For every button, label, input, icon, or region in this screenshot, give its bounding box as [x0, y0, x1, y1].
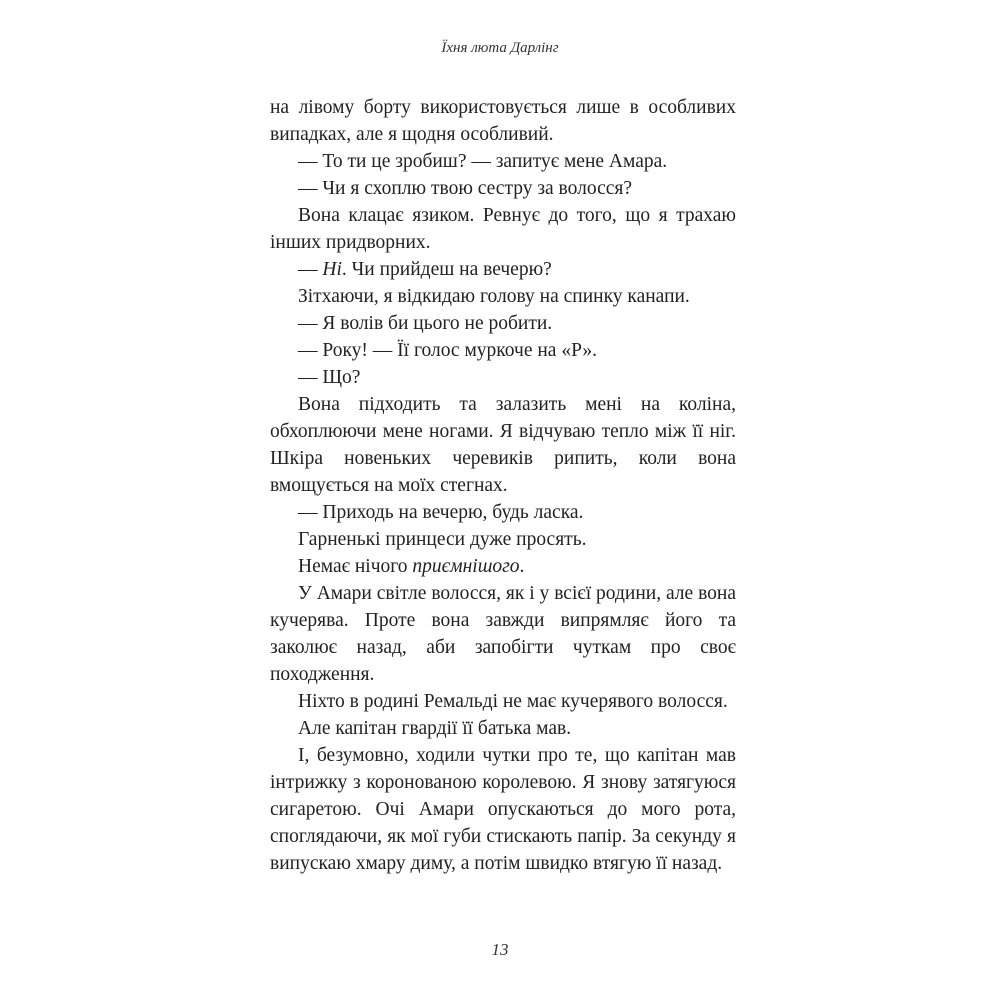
paragraph: [270, 553, 736, 580]
paragraph: на лівому борту використовується лише в особливих випадках, але я щодня особливий.: [270, 97, 736, 145]
paragraph: Вона клацає язиком. Ревнує до того, що я трахаю інших придворних.: [270, 205, 736, 253]
emphasis-text: приємнішого: [412, 556, 520, 577]
running-head: Їхня люта Дарлінг: [441, 40, 559, 56]
paragraph: У Амари світле волосся, як і у всієї родини, але вона кучерява. Проте вона завжди випрямляє його та заколює назад, аби запобігти чуткам про своє походження.: [270, 583, 736, 685]
body-text: [270, 94, 736, 877]
text-run: .: [519, 556, 525, 577]
page-number: 13: [491, 940, 509, 959]
paragraph: Зітхаючи, я відкидаю голову на спинку канапи.: [298, 286, 690, 307]
paragraph: — Що?: [298, 367, 361, 388]
text-run: . Чи прийдеш на вечерю?: [341, 259, 552, 280]
paragraph: — Я волів би цього не робити.: [298, 313, 553, 334]
paragraph: — Року! — Її голос муркоче на «Р».: [298, 340, 598, 361]
paragraph: [270, 256, 736, 283]
paragraph: — Чи я схоплю твою сестру за волосся?: [298, 178, 633, 199]
paragraph: І, безумовно, ходили чутки про те, що капітан мав інтрижку з коронованою королевою. Я знову затягуюся сигаретою. Очі Амари опускаються до мого рота, споглядаючи, як мої губи стискають папір. За секунду я випускаю хмару диму, а потім швидко втягую її назад.: [270, 745, 736, 874]
paragraph: Ніхто в родині Ремальді не має кучерявого волосся.: [298, 691, 728, 712]
paragraph: Гарненькі принцеси дуже просять.: [298, 529, 587, 550]
paragraph: Вона підходить та залазить мені на коліна, обхоплюючи мене ногами. Я відчуваю тепло між її ніг. Шкіра новеньких черевиків рипить, коли вона вмощується на моїх стегнах.: [270, 394, 736, 496]
emphasis-text: Ні: [322, 259, 342, 280]
paragraph: Але капітан гвардії її батька мав.: [298, 718, 572, 739]
text-run: —: [298, 259, 323, 280]
paragraph: — То ти це зробиш? — запитує мене Амара.: [298, 151, 668, 172]
text-run: Немає нічого: [298, 556, 413, 577]
paragraph: — Приходь на вечерю, будь ласка.: [298, 502, 584, 523]
